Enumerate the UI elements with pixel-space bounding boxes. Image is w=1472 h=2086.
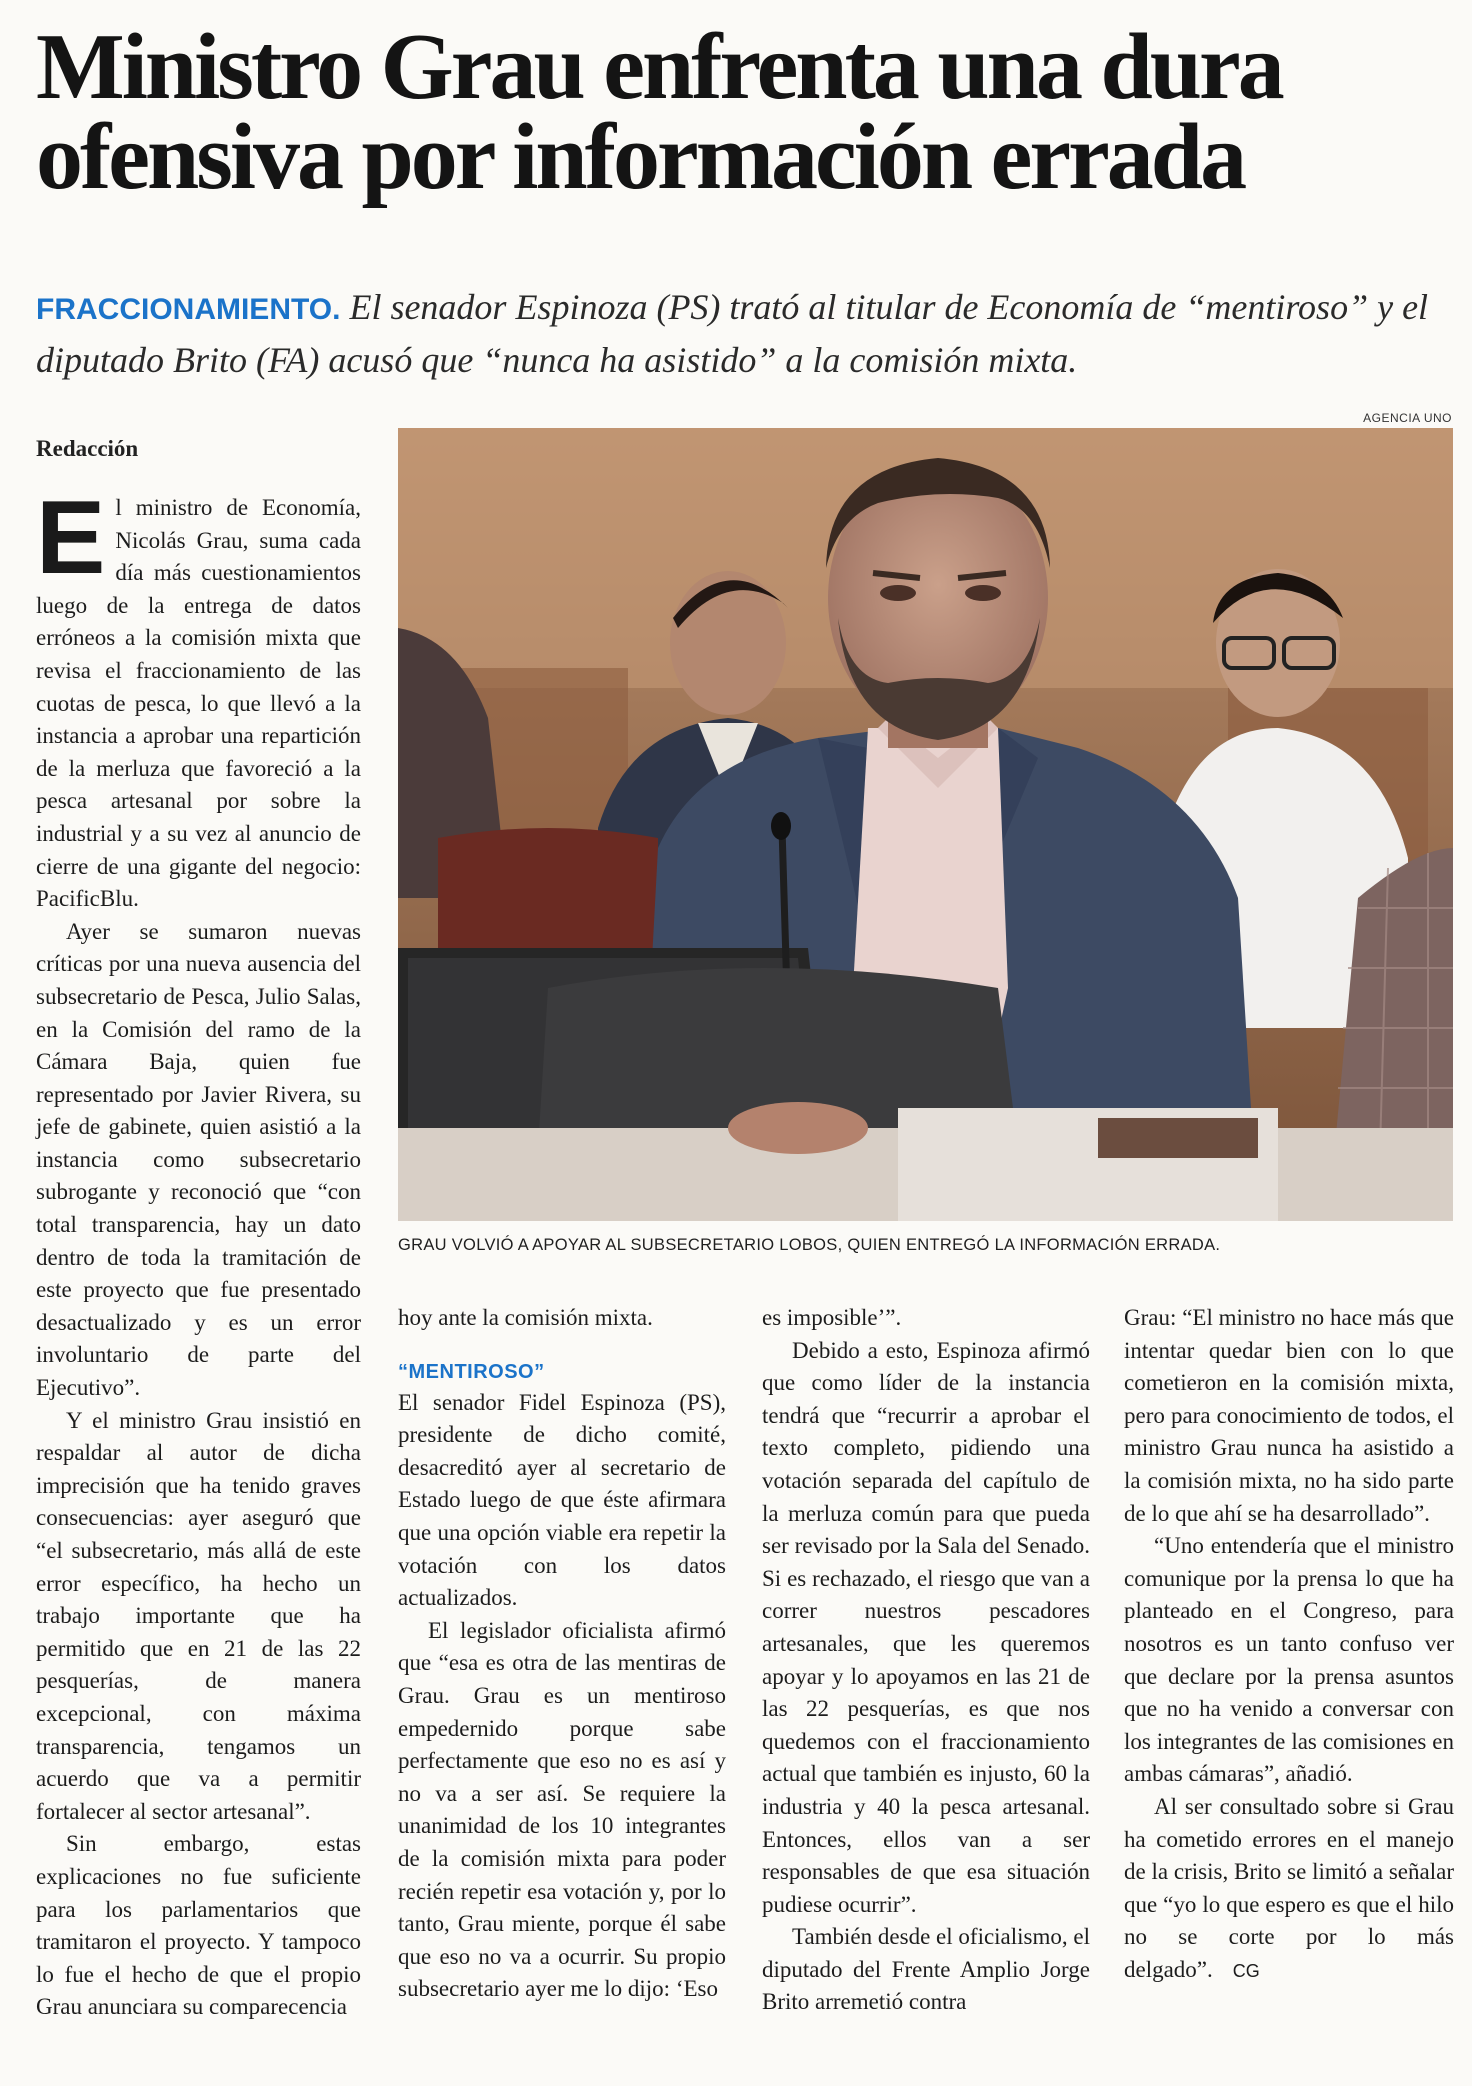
column-4 <box>1124 1302 1454 1987</box>
byline: Redacción <box>36 436 139 461</box>
paragraph <box>1124 1791 1454 1988</box>
headline: Ministro Grau enfrenta una dura ofensiva por información errada <box>36 15 1282 209</box>
paragraph-text: l ministro de Economía, Nicolás Grau, suma cada día más cuestionamientos luego de la entrega de datos erróneos a la comisión mixta que revisa el fraccionamiento de las cuotas de pesca, lo que llevó a la instancia a aprobar una repartición de la merluza que favoreció a la pesca artesanal por sobre la industrial y a su vez al anuncio de cierre de una gigante del negocio: PacificBlu. <box>36 495 361 912</box>
dek-text: El senador Espinoza (PS) trató al titular de Economía de “mentiroso” y el diputado Brito (FA) acusó que “nunca ha asistido” a la comisión mixta. <box>36 287 1429 380</box>
column-3 <box>762 1302 1090 2019</box>
paragraph: El legislador oficialista afirmó que “esa es otra de las mentiras de Grau. Grau es un mentiroso empedernido porque sabe perfectamente que eso no es así y no va a ser así. Se requiere la unanimidad de los 10 integrantes de la comisión mixta para poder recién repetir esa votación y, por lo tanto, Grau miente, porque él sabe que eso no va a ocurrir. Su propio subsecretario ayer me lo dijo: ‘Eso <box>398 1617 726 2002</box>
paragraph: También desde el oficialismo, el diputado del Frente Amplio Jorge Brito arremetió contra <box>762 1924 1090 2015</box>
paragraph: Y el ministro Grau insistió en respaldar al autor de dicha imprecisión que ha tenido graves consecuencias: ayer aseguró que “el subsecretario, más allá de este error específico, ha hecho un trabajo importante que ha permitido que en 21 de las 22 pesquerías, de manera excepcional, con máxima transparencia, tengamos un acuerdo que va a permitir fortalecer al sector artesanal”. <box>36 1407 361 1824</box>
column-1 <box>36 480 361 2024</box>
paragraph: El senador Fidel Espinoza (PS), presidente de dicho comité, desacreditó ayer al secretario de Estado luego de que éste afirmara que una opción viable era repetir la votación con los datos actualizados. <box>398 1389 726 1611</box>
photo-credit: AGENCIA UNO <box>1363 411 1452 425</box>
paragraph <box>36 480 361 916</box>
paragraph: es imposible’”. <box>762 1305 902 1330</box>
subhead: “MENTIROSO” <box>398 1360 545 1383</box>
photo-illustration <box>398 428 1453 1221</box>
kicker: FRACCIONAMIENTO. <box>36 293 341 326</box>
dropcap: E <box>36 480 106 596</box>
paragraph: hoy ante la comisión mixta. <box>398 1305 653 1330</box>
paragraph: Debido a esto, Espinoza afirmó que como líder de la instancia tendrá que “recurrir a aprobar el texto completo, pidiendo una votación separada del capítulo de la merluza común para que pueda ser revisado por la Sala del Senado. Si es rechazado, el riesgo que van a correr nuestros pescadores artesanales, que les queremos apoyar y lo apoyamos en las 21 de las 22 pesquerías, es que nos quedemos con el fraccionamiento actual que también es injusto, 60 la industria y 40 la pesca artesanal. Entonces, ellos van a ser responsables de que esa situación pudiese ocurrir”. <box>762 1337 1090 1917</box>
paragraph: Grau: “El ministro no hace más que intentar quedar bien con lo que cometieron en la comisión mixta, pero para conocimiento de todos, el ministro Grau nunca ha asistido a la comisión mixta, no ha sido parte de lo que ahí se ha desarrollado”. <box>1124 1305 1454 1526</box>
end-mark: CG <box>1232 1960 1260 1981</box>
paragraph: Sin embargo, estas explicaciones no fue suficiente para los parlamentarios que tramitaron el proyecto. Y tampoco lo fue el hecho de que el propio Grau anunciara su comparecencia <box>36 1831 361 2020</box>
dek <box>36 282 1456 385</box>
photo <box>398 428 1453 1221</box>
paragraph-text: Al ser consultado sobre si Grau ha cometido errores en el manejo de la crisis, Brito se limitó a señalar que “yo lo que espero es que el hilo no se corte por lo más delgado”. <box>1124 1793 1454 1982</box>
column-2 <box>398 1302 726 2006</box>
paragraph: Ayer se sumaron nuevas críticas por una nueva ausencia del subsecretario de Pesca, Julio Salas, en la Comisión del ramo de la Cámara Baja, quien fue representado por Javier Rivera, su jefe de gabinete, quien asistió a la instancia como subsecretario subrogante y reconoció que “con total transparencia, hay un dato dentro de toda la tramitación de este proyecto que fue presentado desactualizado y es un error involuntario de parte del Ejecutivo”. <box>36 918 361 1401</box>
photo-caption: GRAU VOLVIÓ A APOYAR AL SUBSECRETARIO LOBOS, QUIEN ENTREGÓ LA INFORMACIÓN ERRADA. <box>398 1236 1221 1254</box>
paragraph: “Uno entendería que el ministro comunique por la prensa lo que ha planteado en el Congreso, para nosotros es un tanto confuso ver que declare por la prensa asuntos que no ha venido a conversar con los integrantes de las comisiones en ambas cámaras”, añadió. <box>1124 1533 1454 1787</box>
